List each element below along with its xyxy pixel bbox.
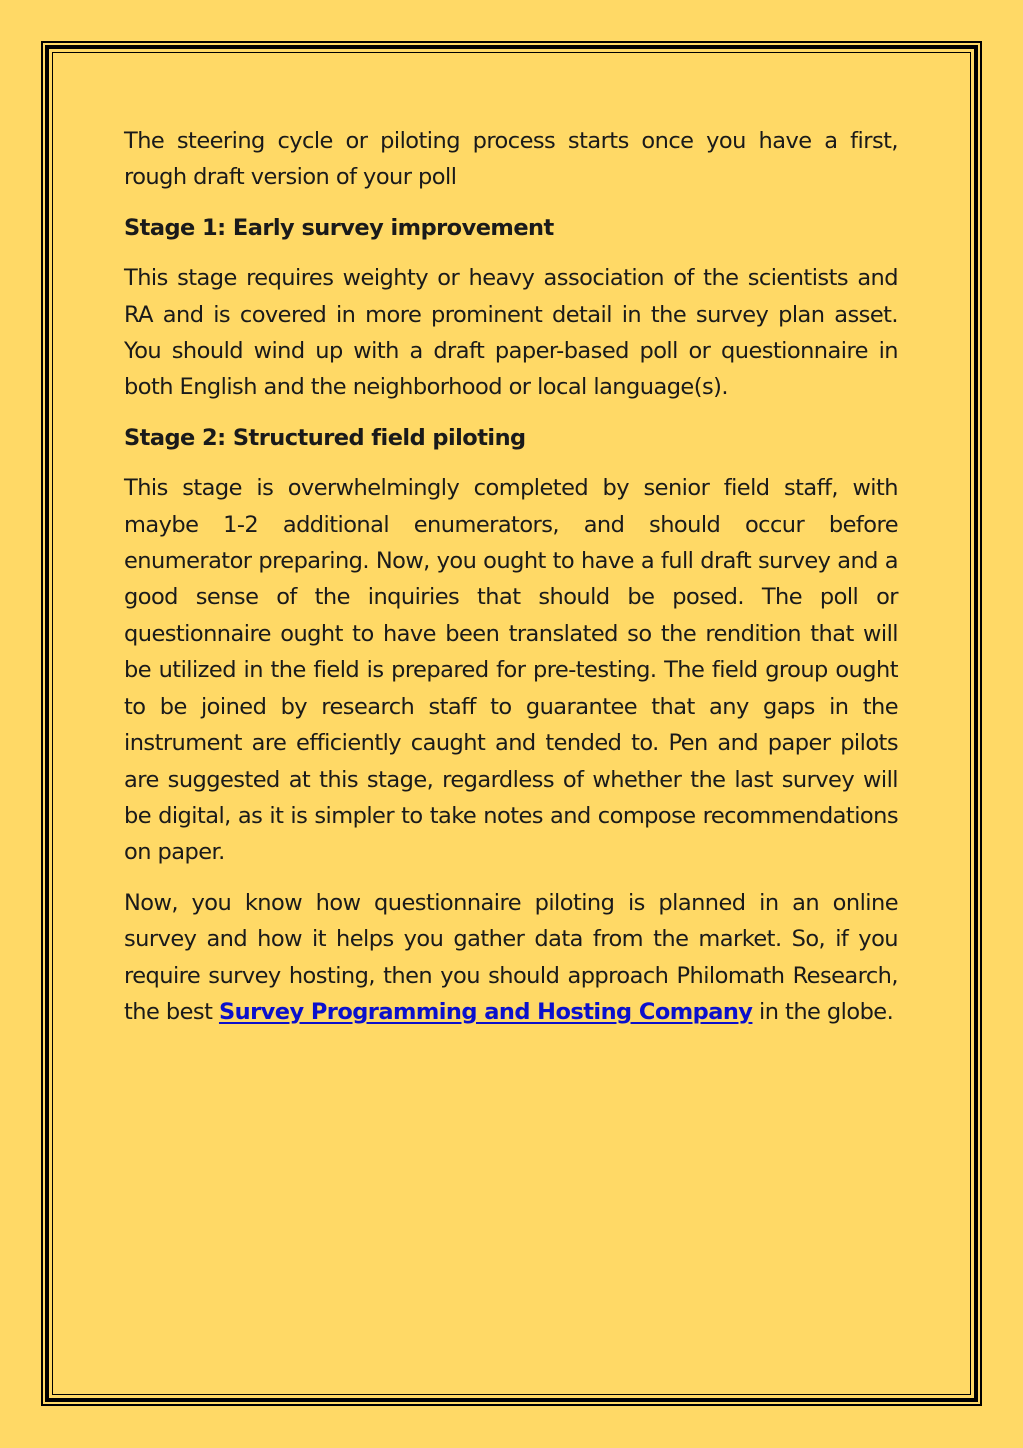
stage2-heading: Stage 2: Structured field piloting bbox=[124, 424, 526, 451]
closing-text-before-link: Now, you know how questionnaire piloting is planned in an online survey and how it helps you gather data from the market. So, if you require survey hosting, then you should approach Philomath Research, the best bbox=[124, 889, 898, 1025]
stage2-paragraph: This stage is overwhelmingly completed by senior field staff, with maybe 1-2 additional enumerators, and should occur before enumerator preparing. Now, you ought to have a full draft survey and a good sense of the inquiries that should be posed. The poll or questionnaire ought to have been translated so the rendition that will be utilized in the field is prepared for pre-testing. The field group ought to be joined by research staff to guarantee that any gaps in the instrument are efficiently caught and tended to. Pen and paper pilots are suggested at this stage, regardless of whether the last survey will be digital, as it is simpler to take notes and compose recommendations on paper. bbox=[124, 475, 898, 866]
closing-paragraph bbox=[124, 885, 898, 1031]
document-content bbox=[124, 123, 898, 1044]
stage1-paragraph: This stage requires weighty or heavy association of the scientists and RA and is covered in more prominent detail in the survey plan asset. You should wind up with a draft paper-based poll or questionnaire in both English and the neighborhood or local language(s). bbox=[124, 265, 898, 401]
intro-paragraph: The steering cycle or piloting process starts once you have a first, rough draft version of your poll bbox=[124, 128, 898, 191]
survey-programming-link[interactable]: Survey Programming and Hosting Company bbox=[218, 998, 753, 1025]
stage1-heading: Stage 1: Early survey improvement bbox=[124, 214, 554, 241]
closing-text-after-link: in the globe. bbox=[752, 998, 894, 1025]
